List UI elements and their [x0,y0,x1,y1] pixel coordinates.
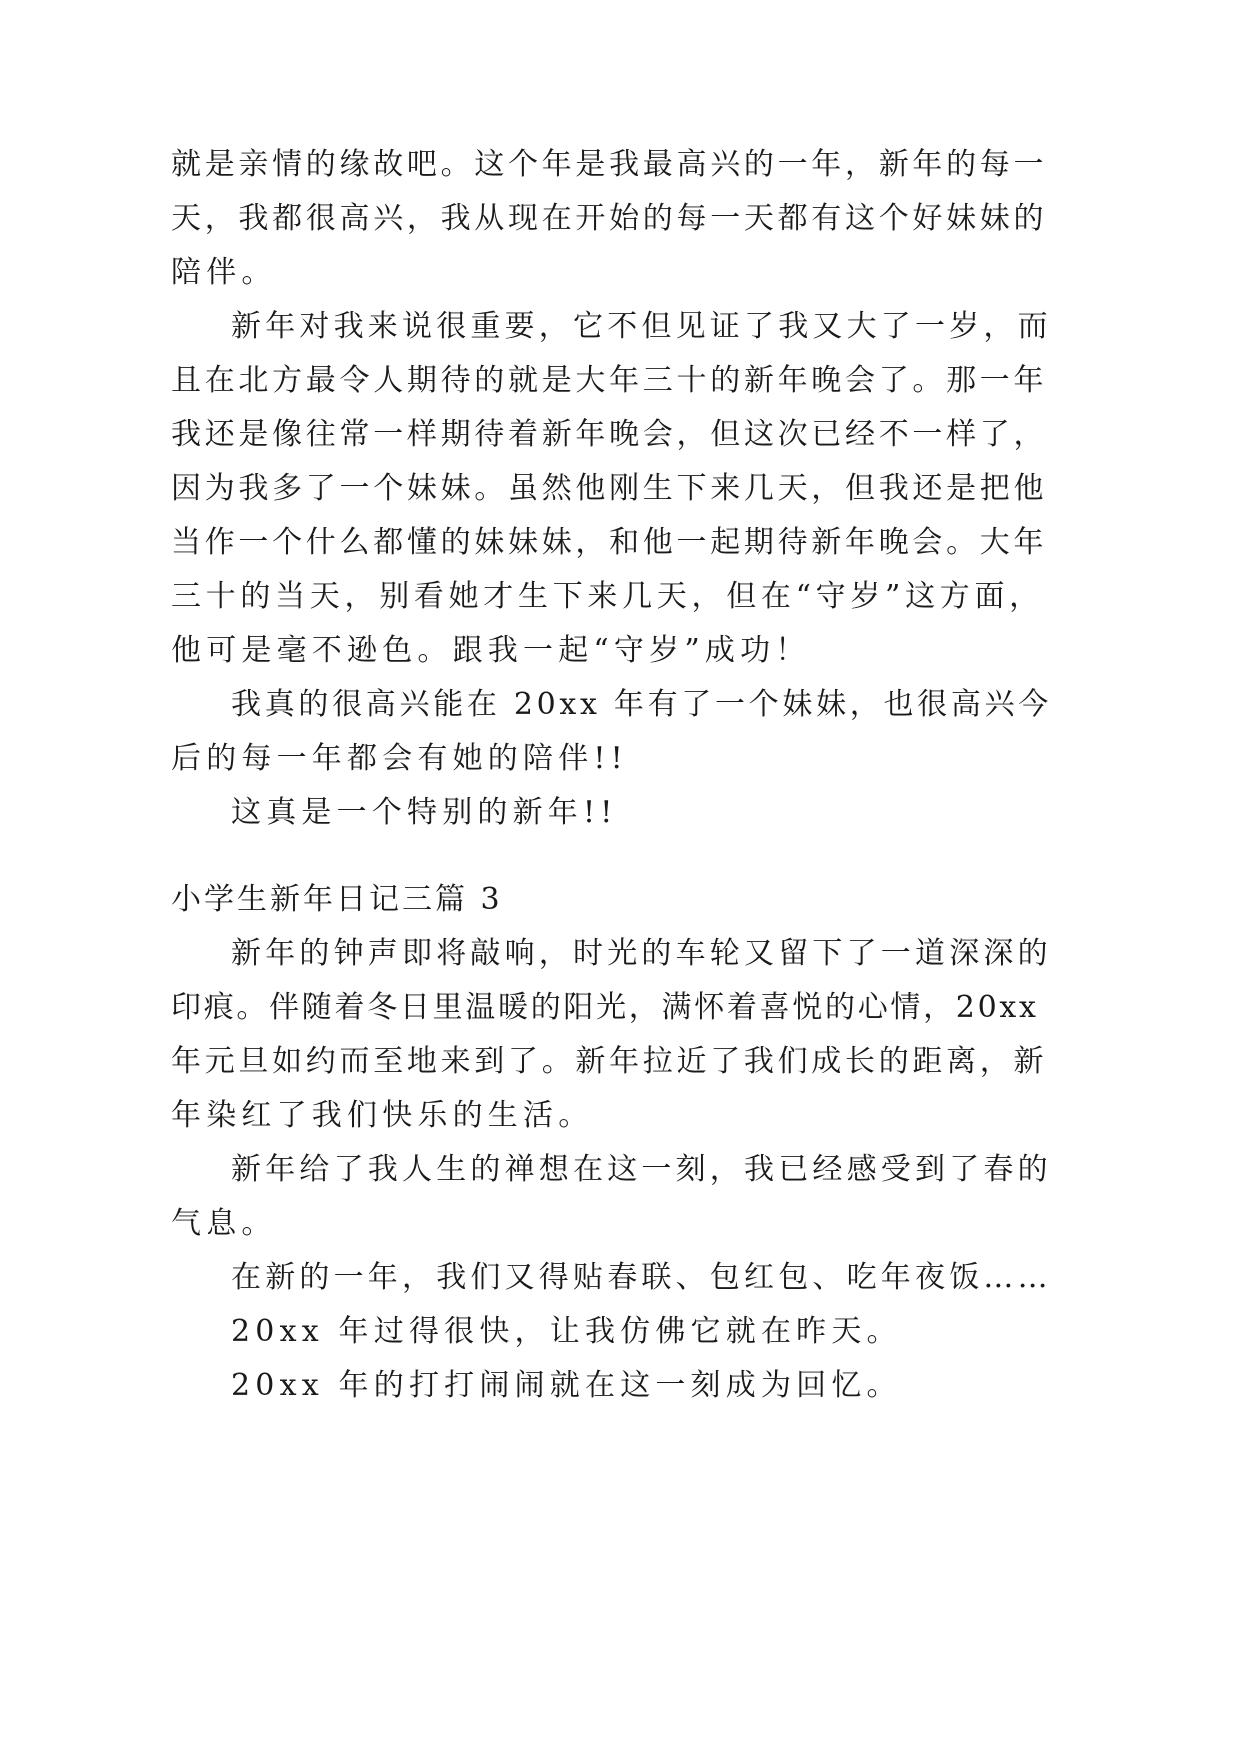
text-line: 且在北方最令人期待的就是大年三十的新年晚会了。那一年 [171,363,1048,398]
text-line: 印痕。伴随着冬日里温暖的阳光，满怀着喜悦的心情，20xx [171,990,1039,1025]
section-title: 小学生新年日记三篇 3 [171,882,503,917]
text-line: 新年的钟声即将敲响，时光的车轮又留下了一道深深的 [231,936,1052,971]
text-line: 当作一个什么都懂的妹妹妹，和他一起期待新年晚会。大年 [171,525,1048,560]
text-line: 在新的一年，我们又得贴春联、包红包、吃年夜饭…… [231,1260,1052,1295]
text-line: 我还是像往常一样期待着新年晚会，但这次已经不一样了， [171,417,1048,452]
text-line: 年元旦如约而至地来到了。新年拉近了我们成长的距离，新 [171,1044,1048,1079]
text-line: 三十的当天，别看她才生下来几天，但在“守岁”这方面， [171,579,1044,614]
text-line: 后的每一年都会有她的陪伴!! [171,741,628,776]
text-line: 20xx 年过得很快，让我仿佛它就在昨天。 [231,1314,902,1349]
text-line: 就是亲情的缘故吧。这个年是我最高兴的一年，新年的每一 [171,147,1048,182]
text-line: 他可是毫不逊色。跟我一起“守岁”成功！ [171,633,811,668]
text-line: 年染红了我们快乐的生活。 [171,1098,594,1133]
text-line: 新年给了我人生的禅想在这一刻，我已经感受到了春的 [231,1152,1052,1187]
text-line: 我真的很高兴能在 20xx 年有了一个妹妹，也很高兴今 [231,687,1052,722]
text-line: 20xx 年的打打闹闹就在这一刻成为回忆。 [231,1368,902,1403]
text-line: 新年对我来说很重要，它不但见证了我又大了一岁，而 [231,309,1052,344]
text-line: 这真是一个特别的新年!! [231,795,618,830]
text-line: 因为我多了一个妹妹。虽然他刚生下来几天，但我还是把他 [171,471,1048,506]
text-line: 气息。 [171,1206,277,1241]
text-line: 陪伴。 [171,255,277,290]
text-line: 天，我都很高兴，我从现在开始的每一天都有这个好妹妹的 [171,201,1048,236]
